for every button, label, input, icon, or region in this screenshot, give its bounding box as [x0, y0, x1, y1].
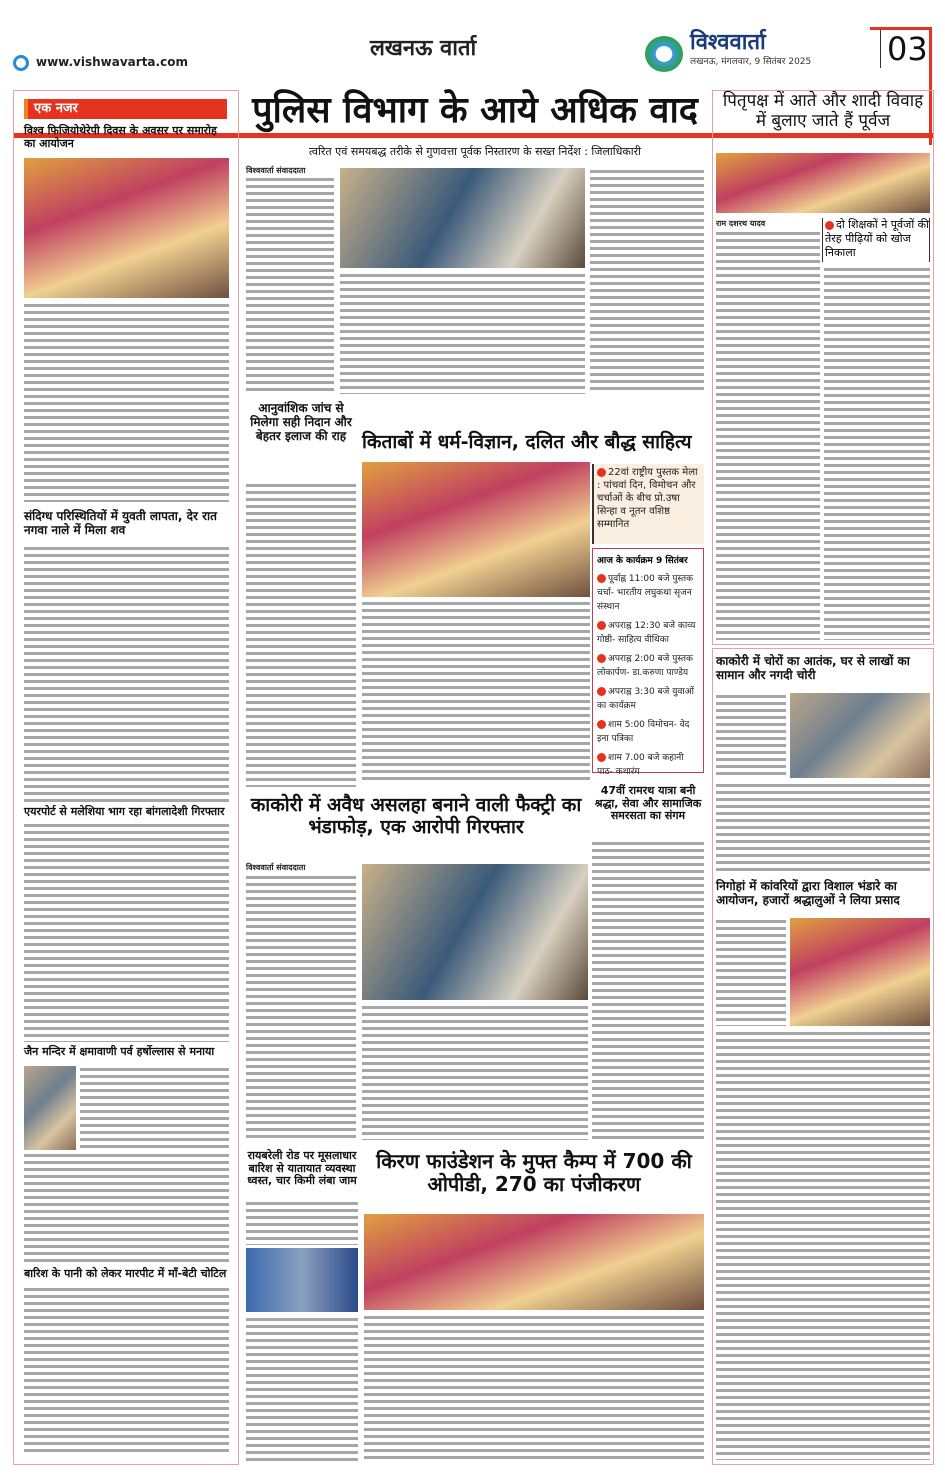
kakori-byline: विश्ववार्ता संवाददाता	[246, 863, 306, 872]
program-item: अपराह्न 12:30 बजे काव्य गोष्ठी- साहित्य वीथिका	[597, 621, 696, 645]
right-headline-2: काकोरी में चोरों का आतंक, घर से लाखों का सामान और नगदी चोरी	[716, 654, 910, 682]
bullet-icon	[597, 654, 606, 663]
ramrath-headline: 47वीं रामरथ यात्रा बनी श्रद्धा, सेवा और सामाजिक समरसता का संगम	[594, 784, 702, 823]
bullet-icon	[597, 468, 606, 477]
left-headline-3: एयरपोर्ट से मलेशिया भाग रहा बांगलादेशी गिरफ्तार	[24, 805, 225, 818]
bullet-icon	[597, 753, 606, 762]
left-headline-4: जैन मन्दिर में क्षमावाणी पर्व हर्षोल्लास से मनाया	[24, 1045, 215, 1058]
photo-theft	[790, 693, 930, 778]
website-url[interactable]: www.vishwavarta.com	[36, 55, 188, 69]
bullet-icon	[597, 574, 606, 583]
page-number: 03	[880, 30, 928, 68]
program-title: आज के कार्यक्रम 9 सितंबर	[597, 556, 688, 566]
books-headline: किताबों में धर्म-विज्ञान, दलित और बौद्ध साहित्य	[362, 431, 692, 453]
section-title: लखनऊ वार्ता	[370, 36, 477, 61]
bullet-icon	[825, 221, 834, 230]
photo-book-fair	[362, 462, 590, 597]
bullet-icon	[597, 687, 606, 696]
book-fair-box	[592, 464, 704, 544]
raebareli-headline: रायबरेली रोड पर मूसलाधार बारिश से यातायात व्यवस्था ध्वस्त, चार किमी लंबा जाम	[247, 1149, 357, 1188]
program-item: शाम 7.00 बजे कहानी पाठ- कथारंग	[597, 753, 684, 777]
photo-bhandara	[790, 918, 930, 1026]
left-headline-2: संदिग्ध परिस्थितियों में युवती लापता, देर रात नगवा नाले में मिला शव	[24, 509, 217, 537]
program-item: शाम 5:00 विमोचन- वेद इना पत्रिका	[597, 720, 690, 744]
left-headline-1: विश्व फिजियोथेरेपी दिवस के अवसर पर समारोह का आयोजन	[24, 124, 217, 150]
main-byline: विश्ववार्ता संवाददाता	[246, 166, 306, 175]
photo-samadhan-diwas	[340, 168, 585, 268]
photo-medical-camp	[364, 1214, 704, 1310]
brand-logo	[645, 36, 683, 72]
dateline: लखनऊ, मंगलवार, 9 सितंबर 2025	[690, 57, 812, 67]
bullet-icon	[597, 720, 606, 729]
kiran-headline: किरण फाउंडेशन के मुफ्त कैम्प में 700 की ओपीडी, 270 का पंजीकरण	[376, 1149, 692, 1196]
program-item: अपराह्न 2:00 बजे पुस्तक लोकार्पण- डा.करुणा पाण्डेय	[597, 654, 693, 678]
photo-jain-temple	[24, 1066, 76, 1150]
brand-name: विश्ववार्ता	[690, 30, 766, 55]
program-box	[592, 548, 704, 777]
right-byline: राम दशरथ यादव	[716, 219, 766, 228]
ek-nazar-tag: एक नजर	[24, 99, 227, 119]
left-headline-5: बारिश के पानी को लेकर मारपीट में माँ-बेटी चोटिल	[24, 1267, 227, 1280]
photo-traffic-jam	[246, 1248, 358, 1312]
main-headline: पुलिस विभाग के आये अधिक वाद	[252, 90, 698, 131]
highlight-text: दो शिक्षकों ने पूर्वजों की तेरह पीढ़ियों को खोज निकाला	[825, 218, 929, 259]
program-item: पूर्वाह्न 11:00 बजे पुस्तक चर्चा- भारतीय लघुकथा सृजन संस्थान	[597, 574, 694, 612]
right-headline-3: निगोहां में कांवरियों द्वारा विशाल भंडारे का आयोजन, हजारों श्रद्धालुओं ने लिया प्रसाद	[716, 879, 900, 907]
kakori-headline: काकोरी में अवैध असलहा बनाने वाली फैक्ट्री का भंडाफोड़, एक आरोपी गिरफ्तार	[250, 794, 582, 838]
book-fair-summary: 22वां राष्ट्रीय पुस्तक मेला : पांचवां दिन, विमोचन और चर्चाओं के बीच प्रो.उषा सिन्हा व नूतन वशिष्ठ सम्मानित	[597, 467, 698, 530]
right-highlight-box	[822, 218, 930, 262]
right-headline: पितृपक्ष में आते और शादी विवाह में बुलाए जाते हैं पूर्वज	[722, 91, 924, 131]
photo-ancestors	[716, 153, 930, 213]
genetic-headline: आनुवांशिक जांच से मिलेगा सही निदान और बेहतर इलाज की राह	[250, 401, 352, 443]
photo-arms-factory	[362, 864, 588, 1000]
photo-physiotherapy	[24, 158, 229, 298]
bullet-icon	[597, 621, 606, 630]
main-subheadline: त्वरित एवं समयबद्ध तरीके से गुणवत्ता पूर्वक निस्तारण के सख्त निर्देश : जिलाधिकारी	[309, 145, 641, 158]
program-item: अपराह्न 3:30 बजे युवाओं का कार्यक्रम	[597, 687, 694, 711]
ie-icon	[13, 55, 29, 71]
